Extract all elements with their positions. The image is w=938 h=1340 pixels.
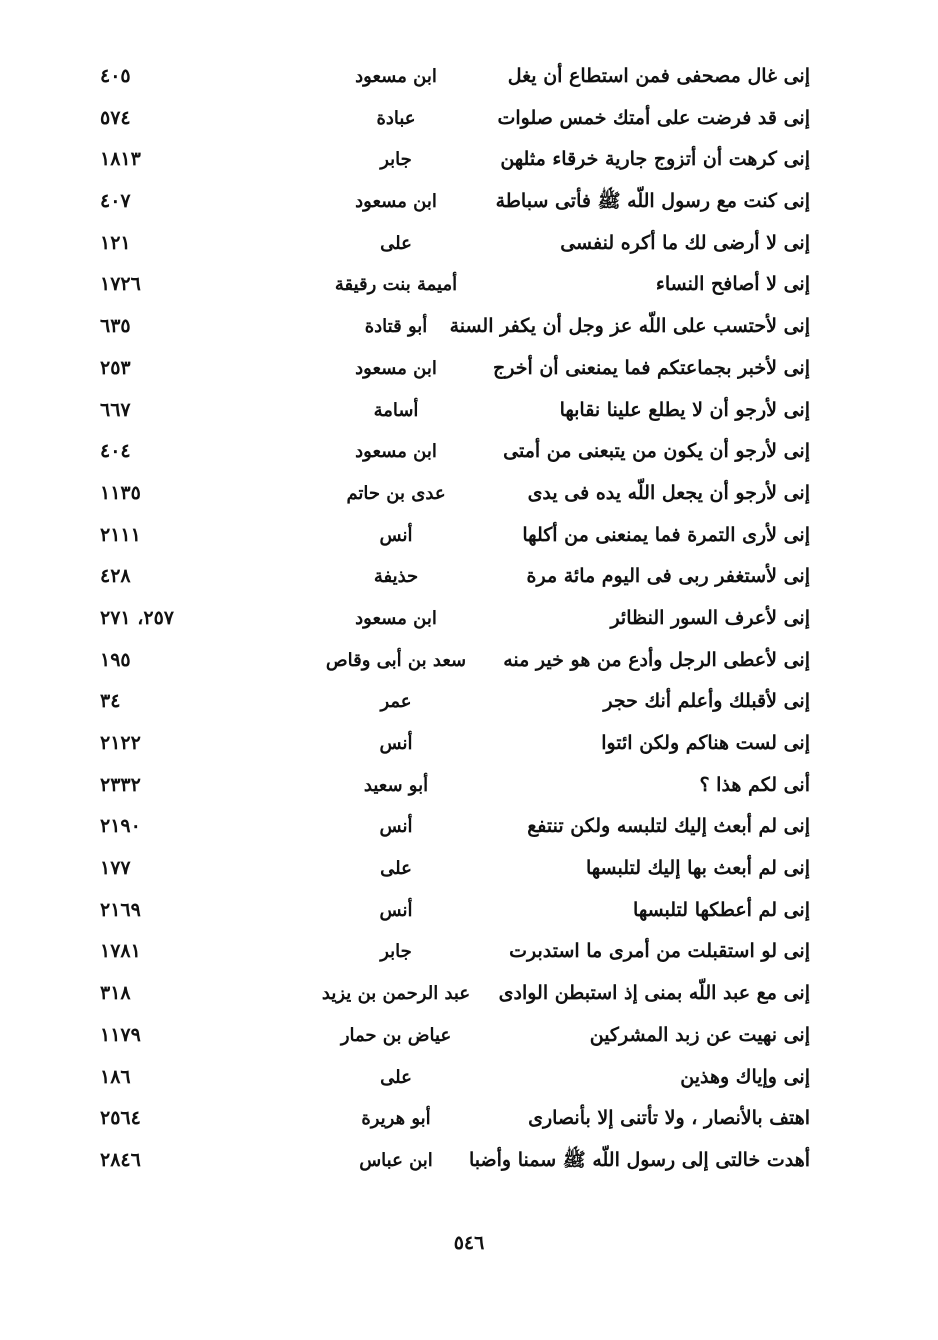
hadith-text: إنى لا أصافح النساء <box>655 273 810 296</box>
index-row <box>96 139 816 181</box>
hadith-text: إنى لأرجو أن يكون من يتبعنى من أمتى <box>503 440 810 463</box>
page-reference: ١١٣٥ <box>100 481 141 504</box>
page-reference: ٢١١١ <box>100 523 141 546</box>
hadith-text: إنى لو استقبلت من أمرى ما استدبرت <box>509 940 810 963</box>
page-reference: ٢١٩٠ <box>100 815 141 838</box>
hadith-text: إنى لأعرف السور النظائر <box>610 606 810 629</box>
narrator-name: ابن مسعود <box>355 66 437 87</box>
page-reference: ٢٥٦٤ <box>100 1107 141 1130</box>
index-row <box>96 640 816 682</box>
narrator-name: ابن مسعود <box>355 607 437 629</box>
index-row <box>96 306 816 348</box>
narrator-name: على <box>380 232 412 254</box>
page-reference: ٢٥٧، ٢٧١ <box>100 606 174 629</box>
index-row <box>96 1098 816 1140</box>
page-reference: ١٨٦ <box>100 1065 131 1088</box>
page-reference: ١٨١٣ <box>100 148 141 171</box>
hadith-text: إنى لأرجو أن لا يطلع علينا نقابها <box>559 398 810 421</box>
index-row <box>96 598 816 640</box>
page-reference: ٢١٢٢ <box>100 732 141 754</box>
page-reference: ٣٤ <box>100 690 121 713</box>
page-reference: ١٩٥ <box>100 648 131 671</box>
hadith-text: إنى لم أبعث إليك لتلبسه ولكن تنتفع <box>527 815 810 838</box>
narrator-name: عبد الرحمن بن يزيد <box>321 983 471 1005</box>
index-row <box>96 890 816 932</box>
index-row <box>96 98 816 140</box>
page-reference: ١٧٧ <box>100 857 131 880</box>
hadith-text: إنى لأرجو أن يجعل اللّه يده فى يدى <box>527 481 810 504</box>
index-row <box>96 1140 816 1182</box>
narrator-name: أنس <box>379 816 413 838</box>
page-reference: ١١٧٩ <box>100 1023 141 1046</box>
page-reference: ١٧٢٦ <box>100 273 141 296</box>
hadith-text: إنى وإياك وهذين <box>680 1065 810 1088</box>
index-row <box>96 181 816 223</box>
page-reference: ٢٣٣٢ <box>100 773 141 796</box>
page-reference: ٦٣٥ <box>100 315 131 338</box>
hadith-text: أنى لكم هذا ؟ <box>699 773 810 796</box>
narrator-name: أنس <box>379 733 413 754</box>
hadith-text: إنى لأحتسب على اللّه عز وجل أن يكفر السنة <box>449 315 810 338</box>
narrator-name: أبو سعيد <box>363 774 429 796</box>
page-reference: ١٢١ <box>100 231 131 254</box>
hadith-text: إنى لأعطى الرجل وأدع من هو خير منه <box>503 648 810 671</box>
page-reference: ٢٥٣ <box>100 356 131 379</box>
hadith-text: إنى لأخبر بجماعتكم فما يمنعنى أن أخرج <box>492 356 810 379</box>
narrator-name: عياض بن حمار <box>340 1024 452 1046</box>
narrator-name: ابن عباس <box>359 1149 433 1171</box>
index-row <box>96 848 816 890</box>
narrator-name: أنس <box>379 524 413 546</box>
page-number: ٥٤٦ <box>453 1232 485 1254</box>
narrator-name: أميمة بنت رقيقة <box>334 274 458 296</box>
index-row <box>96 723 816 765</box>
narrator-name: أنس <box>379 899 413 921</box>
page-reference: ٣١٨ <box>100 982 131 1005</box>
hadith-text: إنى نهيت عن زبد المشركين <box>589 1023 810 1046</box>
narrator-name: حذيفة <box>373 566 419 588</box>
hadith-text: إنى قد فرضت على أمتك خمس صلوات <box>497 106 810 129</box>
hadith-text: إنى لأرى التمرة فما يمنعنى من أكلها <box>522 523 810 546</box>
hadith-text: إنى لم أبعث بها إليك لتلبسها <box>586 857 810 880</box>
narrator-name: سعد بن أبى وقاص <box>325 649 467 671</box>
index-row <box>96 931 816 973</box>
hadith-text: إنى لم أعطكها لتلبسها <box>633 898 810 921</box>
index-row <box>96 515 816 557</box>
index-row <box>96 806 816 848</box>
index-row <box>96 264 816 306</box>
narrator-name: جابر <box>380 149 412 171</box>
narrator-name: على <box>380 858 412 880</box>
index-row <box>96 765 816 807</box>
index-row <box>96 473 816 515</box>
index-row <box>96 390 816 432</box>
hadith-text: إنى كرهت أن أتزوج جارية خرقاء مثلهن <box>500 148 810 171</box>
page-reference: ٦٦٧ <box>100 398 131 421</box>
narrator-name: أبو قتادة <box>364 316 428 338</box>
page-reference: ٥٧٤ <box>100 106 131 129</box>
narrator-name: ابن مسعود <box>355 441 437 463</box>
page-reference: ٤٠٧ <box>100 190 131 213</box>
hadith-text: اهتف بالأنصار ، ولا تأتنى إلا بأنصارى <box>528 1107 810 1130</box>
hadith-text: إنى لأقبلك وأعلم أنك حجر <box>603 690 810 713</box>
index-row <box>96 223 816 265</box>
hadith-index-table <box>96 56 816 1182</box>
narrator-name: جابر <box>380 941 412 963</box>
index-row <box>96 1057 816 1099</box>
index-row <box>96 556 816 598</box>
narrator-name: عدى بن حاتم <box>346 482 446 504</box>
narrator-name: ابن مسعود <box>355 191 437 213</box>
hadith-text: إنى مع عبد اللّه بمنى إذ استبطن الوادى <box>498 982 810 1005</box>
index-row <box>96 348 816 390</box>
index-row <box>96 56 816 98</box>
page-reference: ٤٢٨ <box>100 565 131 588</box>
narrator-name: عبادة <box>376 107 416 129</box>
narrator-name: أبو هريرة <box>361 1108 431 1130</box>
hadith-text: أهدت خالتى إلى رسول اللّه ﷺ سمنا وأضبا <box>468 1148 810 1171</box>
hadith-text: إنى لأستغفر ربى فى اليوم مائة مرة <box>526 565 810 588</box>
hadith-text: إنى غال مصحفى فمن استطاع أن يغل <box>507 65 810 87</box>
narrator-name: عمر <box>380 691 412 713</box>
hadith-text: إنى كنت مع رسول اللّه ﷺ فأتى سباطة <box>495 190 810 213</box>
index-row <box>96 431 816 473</box>
hadith-text: إنى لست هناكم ولكن ائتوا <box>601 732 810 754</box>
index-row <box>96 681 816 723</box>
page-reference: ٢٨٤٦ <box>100 1148 141 1171</box>
page-reference: ١٧٨١ <box>100 940 141 963</box>
narrator-name: ابن مسعود <box>355 357 437 379</box>
index-row <box>96 1015 816 1057</box>
page-reference: ٤٠٥ <box>100 65 131 87</box>
narrator-name: أسامة <box>373 399 419 421</box>
narrator-name: على <box>380 1066 412 1088</box>
page-reference: ٤٠٤ <box>100 440 131 463</box>
index-row <box>96 973 816 1015</box>
hadith-text: إنى لا أرضى لك ما أكره لنفسى <box>560 231 810 254</box>
page-reference: ٢١٦٩ <box>100 898 141 921</box>
